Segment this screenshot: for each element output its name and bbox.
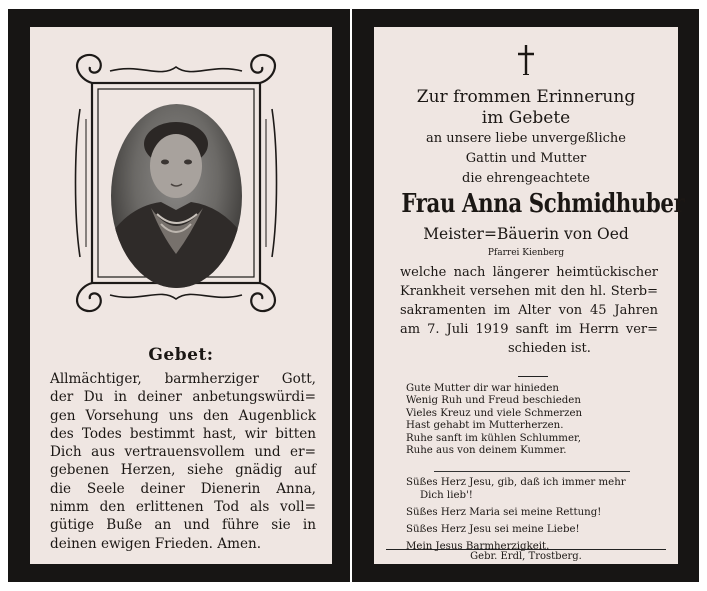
right-panel	[374, 27, 685, 564]
dedication-line-2: Gattin und Mutter	[465, 151, 587, 166]
verse-line: Mein Jesus Barmherzigkeit.	[406, 541, 550, 552]
desc-line: am 7. Juli 1919 sanft im Herrn ver=	[400, 322, 658, 337]
poem-line: Ruhe sanft im kühlen Schlummer,	[406, 432, 581, 444]
prayer-line: gütige Buße an und führe sie in	[50, 517, 316, 534]
portrait-photo	[111, 104, 242, 288]
divider-line	[434, 471, 630, 472]
deceased-name: Frau Anna Schmidhuber	[401, 189, 685, 219]
death-description	[400, 263, 658, 358]
prayer-line: des Todes bestimmt hast, wir bitten	[50, 425, 316, 442]
dedication-line-3: die ehrengeachtete	[462, 171, 590, 186]
parish: Pfarrei Kienberg	[487, 248, 565, 258]
prayer-title: Gebet:	[148, 345, 214, 365]
prayer-line: deinen ewigen Frieden. Amen.	[50, 535, 262, 552]
heading-line-1: Zur frommen Erinnerung	[416, 87, 636, 107]
poem	[406, 383, 656, 457]
left-card	[8, 9, 350, 582]
right-card	[352, 9, 699, 582]
prayer-line: der Du in deiner anbetungswürdi=	[50, 389, 316, 406]
verse-line: Süßes Herz Maria sei meine Rettung!	[406, 507, 602, 518]
desc-line: schieden ist.	[508, 341, 591, 356]
heading-line-2: im Gebete	[481, 108, 571, 128]
desc-line: Krankheit versehen mit den hl. Sterb=	[400, 284, 658, 299]
left-panel	[30, 27, 332, 564]
prayer-text	[50, 370, 316, 553]
deceased-title: Meister=Bäuerin von Oed	[423, 225, 629, 243]
footer-rule	[386, 549, 666, 550]
dedication-line-1: an unsere liebe unvergeßliche	[426, 131, 626, 146]
poem-line: Gute Mutter dir war hinieden	[406, 383, 559, 394]
prayer-line: gebenen Herzen, siehe gnädig auf	[50, 462, 316, 479]
cross-icon	[374, 45, 678, 79]
prayer-line: Allmächtiger, barmherziger Gott,	[50, 371, 316, 387]
poem-line: Wenig Ruh und Freud beschieden	[406, 395, 581, 407]
verse-line: Dich lieb'!	[420, 490, 473, 501]
prayer-line: Dich aus vertrauensvollem und er=	[50, 444, 316, 461]
prayer-line: nimm den erlittenen Tod als voll=	[50, 499, 316, 516]
verse-line: Süßes Herz Jesu, gib, daß ich immer mehr	[406, 477, 626, 488]
prayer-line: die Seele deiner Dienerin Anna,	[50, 480, 316, 497]
verse-line: Süßes Herz Jesu sei meine Liebe!	[406, 524, 580, 535]
desc-line: sakramenten im Alter von 45 Jahren	[400, 303, 658, 318]
ejaculations	[406, 476, 666, 553]
poem-line: Ruhe aus von deinem Kummer.	[406, 445, 567, 457]
divider-dash	[518, 376, 548, 377]
poem-line: Hast gehabt im Mutterherzen.	[406, 420, 564, 432]
poem-line: Vieles Kreuz und viele Schmerzen	[406, 407, 583, 419]
printer-credit: Gebr. Erdl, Trostberg.	[470, 551, 582, 562]
desc-line: welche nach längerer heimtückischer	[400, 265, 658, 280]
prayer-line: gen Vorsehung uns den Augenblick	[50, 407, 316, 424]
